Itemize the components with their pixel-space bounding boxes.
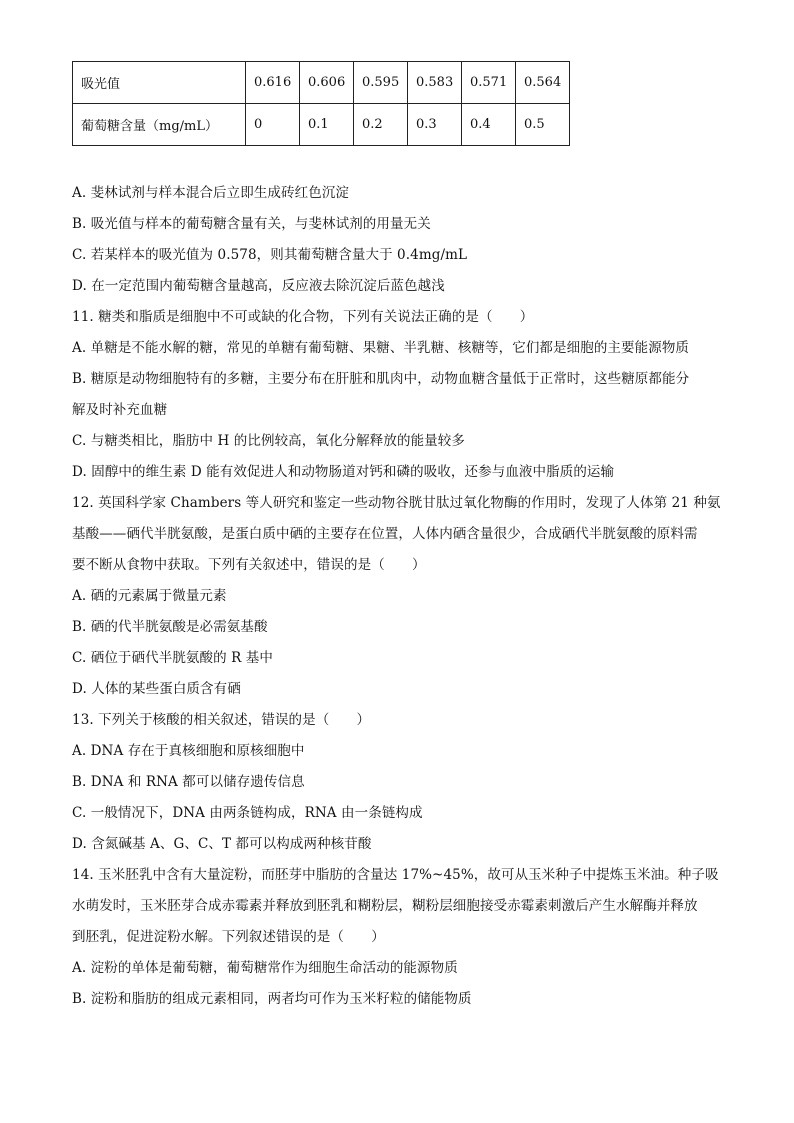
table-cell: 0.3 [408, 104, 462, 146]
option-c-10: C. 若某样本的吸光值为 0.578，则其葡萄糖含量大于 0.4mg/mL [72, 247, 468, 263]
option-a-13: A. DNA 存在于真核细胞和原核细胞中 [72, 743, 305, 759]
option-a-11: A. 单糖是不能水解的糖，常见的单糖有葡萄糖、果糖、半乳糖、核糖等，它们都是细胞的主要能源物质 [72, 340, 690, 356]
question-text [72, 178, 722, 1015]
row-header: 吸光值 [73, 62, 246, 104]
option-d-12: D. 人体的某些蛋白质含有硒 [72, 681, 241, 697]
option-d-13: D. 含氮碱基 A、G、C、T 都可以构成两种核苷酸 [72, 836, 372, 852]
option-c-12: C. 硒位于硒代半胱氨酸的 R 基中 [72, 650, 273, 666]
option-b-12: B. 硒的代半胱氨酸是必需氨基酸 [72, 619, 268, 635]
table-cell: 0.1 [300, 104, 354, 146]
option-a-10: A. 斐林试剂与样本混合后立即生成砖红色沉淀 [72, 185, 350, 201]
option-c-11: C. 与糖类相比，脂肪中 H 的比例较高，氧化分解释放的能量较多 [72, 433, 465, 449]
table-cell: 0.2 [354, 104, 408, 146]
table-cell: 0.606 [300, 62, 354, 104]
question-14-stem-cont: 水萌发时，玉米胚芽合成赤霉素并释放到胚乳和糊粉层，糊粉层细胞接受赤霉素刺激后产生水解酶并释放 [72, 898, 698, 914]
table-row [73, 62, 570, 104]
table-cell: 0.616 [246, 62, 300, 104]
question-13-stem: 13. 下列关于核酸的相关叙述，错误的是（ ） [72, 712, 371, 728]
option-b-11-cont: 解及时补充血糖 [72, 402, 168, 418]
table-cell: 0 [246, 104, 300, 146]
option-a-12: A. 硒的元素属于微量元素 [72, 588, 227, 604]
table-cell: 0.5 [516, 104, 570, 146]
question-11-stem: 11. 糖类和脂质是细胞中不可或缺的化合物，下列有关说法正确的是（ ） [72, 309, 534, 325]
question-14-stem-cont: 到胚乳，促进淀粉水解。下列叙述错误的是（ ） [72, 929, 385, 945]
table-cell: 0.564 [516, 62, 570, 104]
option-c-13: C. 一般情况下，DNA 由两条链构成，RNA 由一条链构成 [72, 805, 423, 821]
question-14-stem: 14. 玉米胚乳中含有大量淀粉，而胚芽中脂肪的含量达 17%~45%，故可从玉米种子中提炼玉米油。种子吸 [72, 867, 719, 883]
table-row [73, 104, 570, 146]
question-12-stem-cont: 基酸——硒代半胱氨酸，是蛋白质中硒的主要存在位置，人体内硒含量很少，合成硒代半胱氨酸的原料需 [72, 526, 698, 542]
option-d-11: D. 固醇中的维生素 D 能有效促进人和动物肠道对钙和磷的吸收，还参与血液中脂质的运输 [72, 464, 615, 480]
table-cell: 0.4 [462, 104, 516, 146]
absorbance-glucose-table [72, 61, 570, 146]
option-b-11: B. 糖原是动物细胞特有的多糖，主要分布在肝脏和肌肉中，动物血糖含量低于正常时，这些糖原都能分 [72, 371, 690, 387]
table-cell: 0.571 [462, 62, 516, 104]
option-a-14: A. 淀粉的单体是葡萄糖，葡萄糖常作为细胞生命活动的能源物质 [72, 960, 458, 976]
option-b-14: B. 淀粉和脂肪的组成元素相同，两者均可作为玉米籽粒的储能物质 [72, 991, 472, 1007]
option-b-10: B. 吸光值与样本的葡萄糖含量有关，与斐林试剂的用量无关 [72, 216, 431, 232]
option-b-13: B. DNA 和 RNA 都可以储存遗传信息 [72, 774, 305, 790]
table-cell: 0.583 [408, 62, 462, 104]
question-12-stem-cont: 要不断从食物中获取。下列有关叙述中，错误的是（ ） [72, 557, 426, 573]
option-d-10: D. 在一定范围内葡萄糖含量越高，反应液去除沉淀后蓝色越浅 [72, 278, 445, 294]
row-header: 葡萄糖含量（mg/mL） [73, 104, 246, 146]
table-cell: 0.595 [354, 62, 408, 104]
question-12-stem: 12. 英国科学家 Chambers 等人研究和鉴定一些动物谷胱甘肽过氧化物酶的作用时，发现了人体第 21 种氨 [72, 495, 721, 511]
